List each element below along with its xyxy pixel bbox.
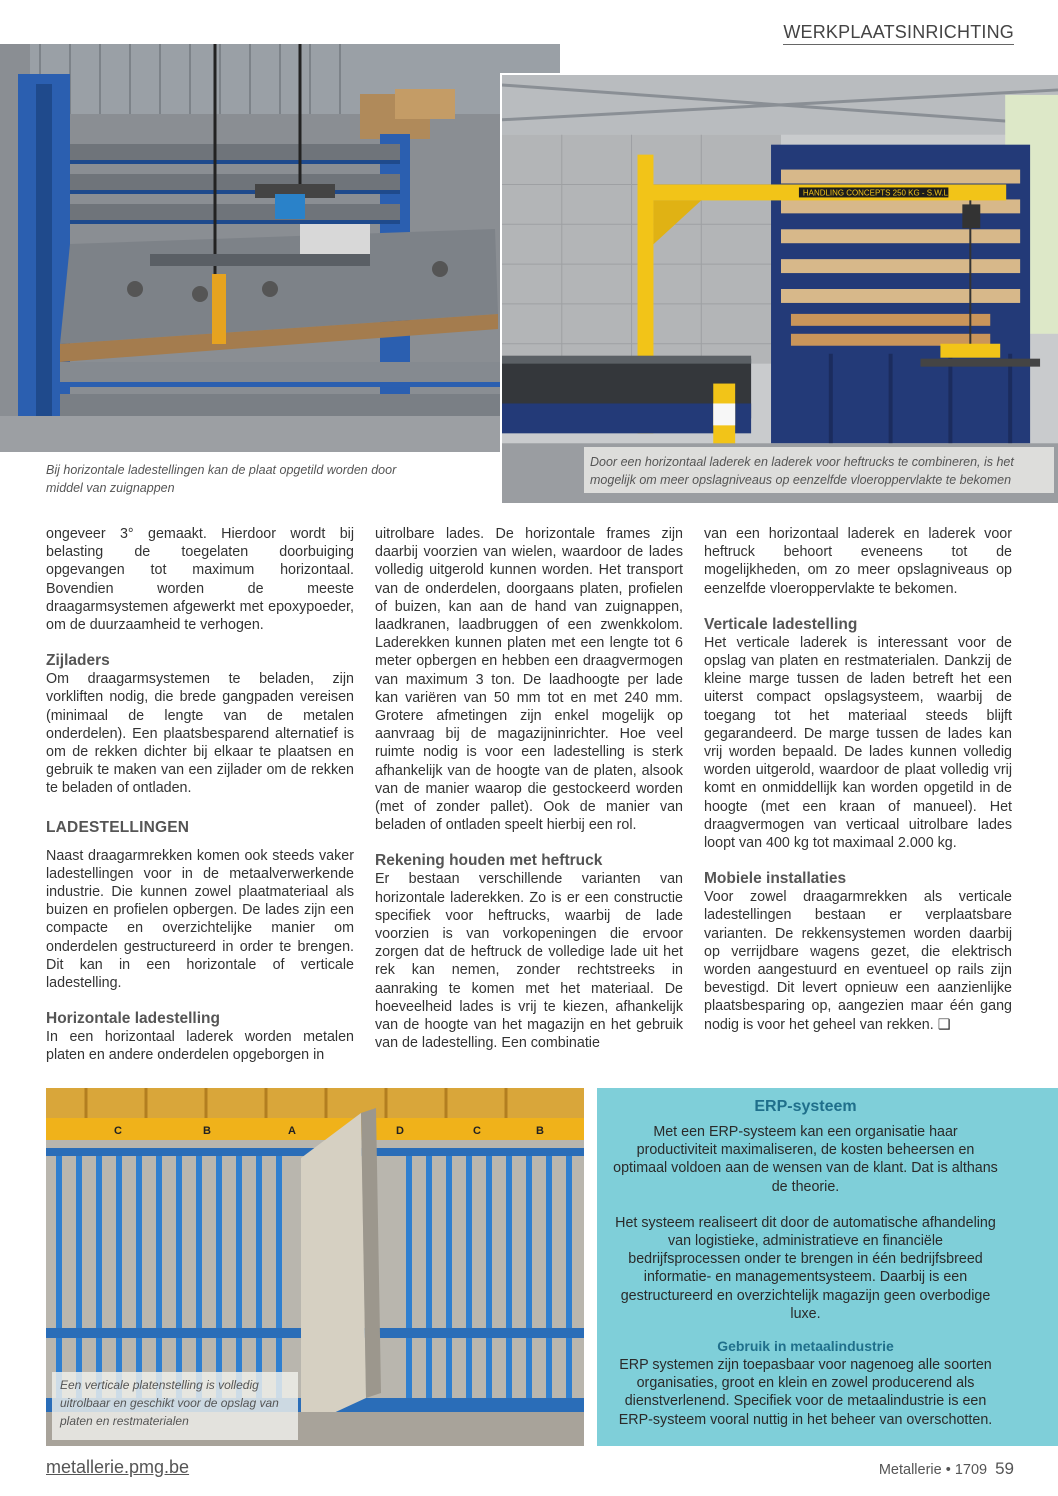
photo-horizontal-drawer-rack — [0, 44, 560, 452]
erp-title: ERP-systeem — [754, 1098, 857, 1115]
rack-letter: C — [114, 1125, 122, 1137]
page-number: 59 — [995, 1459, 1014, 1478]
paragraph: Naast draagarmrekken komen ook steeds vaker ladestellingen voor in de metaalverwerkende industrie. Die kunnen zowel plaatmateriaal als buizen en profielen opbergen. De lades zijn een compacte en overzichtelijke manier om onderdelen gestructureerd in order te brengen. Dit kan in een horizontale of verticale ladestelling. — [46, 847, 354, 992]
heading-zijladers: Zijladers — [46, 652, 110, 670]
paragraph — [704, 888, 1012, 1034]
rack-letter: B — [203, 1125, 211, 1137]
rack-letter: B — [536, 1125, 544, 1137]
heading-ladestellingen: LADESTELLINGEN — [46, 818, 190, 836]
crane-capacity-sign: HANDLING CONCEPTS 250 KG - S.W.L — [802, 188, 948, 198]
photo-combined-rack-crane — [500, 73, 1058, 503]
page-footer — [879, 1459, 1014, 1479]
text-column-2 — [375, 525, 683, 1052]
paragraph: uitrolbare lades. De horizontale frames zijn daarbij voorzien van wielen, waardoor de lades volledig uitgerold kunnen worden. Het transport van de onderdelen, doorgaans platen, profielen of buizen, kan aan de hand van zuignappen, laadkranen, laadbruggen of een zwenkkolom. Laderekken kunnen platen met een lengte tot 6 meter opbergen en hebben een draagvermogen van maximum 3 ton. De laadhoogte per lade kan variëren van 50 mm tot en met 240 mm. Grotere afmetingen zijn enkel mogelijk op aanvraag bij de magazijninrichter. Hoe veel ruimte nodig is voor een ladestelling is sterk afhankelijk van de hoogte van de platen, alsook van de manier waarop die gestockeerd worden (met of zonder pallet). Ook de manier van beladen of ontladen speelt hierbij een rol. — [375, 526, 683, 834]
rack-letter: C — [473, 1125, 481, 1137]
paragraph-text: Voor zowel draagarmrekken als verticale ladestellingen bestaan er verplaatsbare varianten. De rekkensystemen worden daarbij op verrijdbare wagens gezet, die elektrisch worden aangestuurd en eventueel op rails zijn bevestigd. Dit levert opnieuw een aanzienlijke plaatsbesparing op, aangezien maar één gang nodig is voor het geheel van rekken. — [704, 889, 1012, 1033]
paragraph: Er bestaan verschillende varianten van horizontale laderekken. Zo is er een constructie specifiek voor heftrucks, waarbij de lade voorzien is van vorkopeningen die ervoor zorgen dat de heftruck de volledige lade uit het rek kan nemen, zonder rechtstreeks in aanraking te komen met het materiaal. De hoeveelheid lades is vrij te kiezen, afhankelijk van de hoogte van het magazijn en het gebruik van de ladestelling. Een combinatie — [375, 871, 683, 1052]
website-link[interactable]: metallerie.pmg.be — [46, 1457, 190, 1477]
paragraph: Om draagarmsystemen te beladen, zijn vorkliften nodig, die brede gangpaden vereisen (minimaal de lengte van de metalen onderdelen). Een plaatsbesparend alternatief is om de rekken dichter bij elkaar te plaatsen en gebruik te maken van een zijlader om de rekken te beladen of ontladen. — [46, 671, 354, 797]
rack-letter: D — [396, 1125, 404, 1137]
text-column-1 — [46, 525, 354, 1065]
paragraph: van een horizontaal laderek en laderek voor heftruck behoort eveneens tot de mogelijkheden, om zo meer opslagniveaus op eenzelfde vloeroppervlakte te bekomen. — [704, 526, 1012, 597]
erp-subtitle: Gebruik in metaalindustrie — [717, 1338, 894, 1355]
end-mark-icon: ❑ — [937, 1016, 951, 1033]
heading-mobiele-installaties: Mobiele installaties — [704, 870, 847, 888]
paragraph: Het verticale laderek is interessant voor de opslag van platen en restmaterialen. Dankzij de kleine marge tussen de laden betreft het een uiterst compact opslagsysteem, waarbij de toegang tot het materiaal steeds blijft gegarandeerd. De marge tussen de lades kan vrij worden bepaald. De lades kunnen volledig worden uitgerold, waardoor de plaat volledig vrij komt en onmiddellijk kan worden opgetild in de hoogte (met een kraan of manueel). Het draagvermogen van verticaal uitrolbare lades loopt van 400 kg tot maximaal 2.000 kg. — [704, 634, 1012, 852]
erp-paragraph: Het systeem realiseert dit door de automatische afhandeling van logistieke, administratieve en financiële bedrijfsprocessen onder te brengen in één bedrijfsbreed informatie- en managementsysteem. Daarbij is een gestructureerd en overzichtelijk magazijn geen overbodige luxe. — [615, 1214, 996, 1322]
caption-photo1: Bij horizontale ladestellingen kan de plaat opgetild worden door middel van zuignappen — [46, 463, 397, 495]
text-column-3 — [704, 525, 1012, 1034]
caption-photo3: Een verticale platenstelling is volledig uitrolbaar en geschikt voor de opslag van platen en restmaterialen — [52, 1372, 298, 1440]
heading-horizontale-ladestelling: Horizontale ladestelling — [46, 1010, 220, 1028]
caption-photo2: Door een horizontaal laderek en laderek voor heftrucks te combineren, is het mogelijk om meer opslagniveaus op eenzelfde vloeroppervlakte te bekomen — [584, 447, 1054, 493]
paragraph: In een horizontaal laderek worden metalen platen en andere onderdelen opgeborgen in — [46, 1029, 354, 1064]
erp-sidebar-box — [597, 1088, 1058, 1446]
erp-paragraph: ERP systemen zijn toepasbaar voor nagenoeg alle soorten organisaties, groot en klein en zowel producerend als dienstverlenend. Specifiek voor de metaalindustrie is een ERP-systeem vooral nuttig in het beheer van overschotten. — [618, 1357, 993, 1428]
paragraph: ongeveer 3° gemaakt. Hierdoor wordt bij belasting de toegelaten doorbuiging opgevangen tot maximum horizontaal. Bovendien worden de meeste draagarmsystemen afgewerkt met epoxypoeder, om de duurzaamheid te verhogen. — [46, 526, 354, 634]
erp-paragraph: Met een ERP-systeem kan een organisatie haar productiviteit maximaliseren, de kosten beheersen en optimaal voldoen aan de wensen van de klant. Dat is althans de theorie. — [613, 1124, 998, 1195]
heading-heftruck: Rekening houden met heftruck — [375, 852, 603, 870]
section-tag: WERKPLAATSINRICHTING — [783, 22, 1014, 45]
rack-letter: A — [288, 1125, 296, 1137]
heading-verticale-ladestelling: Verticale ladestelling — [704, 615, 858, 633]
magazine-issue: Metallerie • 1709 — [878, 1462, 988, 1478]
